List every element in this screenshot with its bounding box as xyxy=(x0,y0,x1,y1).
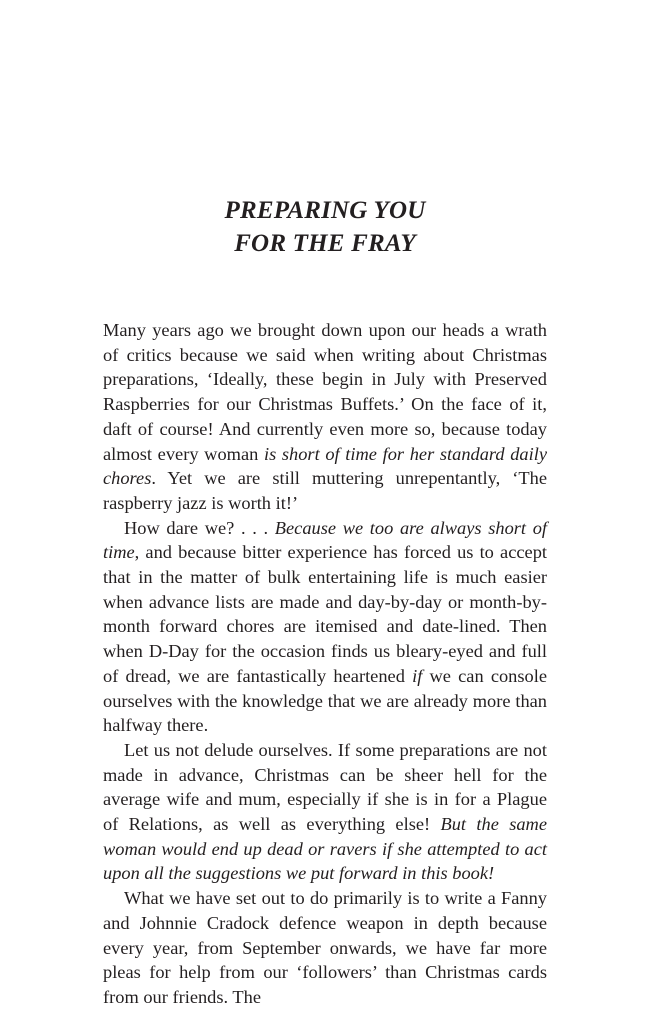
paragraph-segment: , and because bitter experience has forced us to accept that in the matter of bulk entertaining life is much easier when advance lists are made and day-by-day or month-by-month forward chores are itemised and date-lined. Then when D-Day for the occasion finds us bleary-eyed and full of dread, we are fantastically heartened xyxy=(103,542,547,686)
paragraph-1 xyxy=(103,318,547,516)
paragraph-4 xyxy=(103,886,547,1010)
paragraph-segment: Let us not delude ourselves. If some preparations are not made in advance, Christmas can be sheer hell for the average wife and mum, especially if she is in for a Plague of Relations, as well as everything else! xyxy=(103,739,547,835)
paragraph-italic-segment: if xyxy=(412,665,423,686)
paragraph-italic-segment: is short of time for her standard daily chores xyxy=(103,443,548,489)
paragraph-2 xyxy=(103,516,547,738)
chapter-title xyxy=(0,194,650,260)
paragraph-segment: How dare we? . . . xyxy=(124,517,275,538)
paragraph-3 xyxy=(103,738,547,886)
paragraph-segment: Many years ago we brought down upon our heads a wrath of critics because we said when writing about Christmas preparations, ‘Ideally, these begin in July with Preserved Raspberries for our Christmas Buffets.’ On the face of it, daft of course! And currently even more so, because today almost every woman xyxy=(103,320,547,464)
paragraph-italic-segment: But the same woman would end up dead or ravers if she attempted to act upon all the suggestions we put forward in this book! xyxy=(103,814,548,884)
paragraph-segment: . Yet we are still muttering unrepentantly, ‘The raspberry jazz is worth it!’ xyxy=(103,468,547,513)
body-text xyxy=(103,318,547,1010)
paragraph-italic-segment: Because we too are always short of time xyxy=(103,517,547,563)
paragraph-segment: we can console ourselves with the knowledge that we are already more than halfway there. xyxy=(103,665,547,736)
chapter-title-line-2: FOR THE FRAY xyxy=(234,230,416,257)
chapter-title-line-1: PREPARING YOU xyxy=(224,197,426,224)
paragraph-segment: What we have set out to do primarily is to write a Fanny and Johnnie Cradock defence weapon in depth because every year, from September onwards, we have far more pleas for help from our ‘followers’ than Christmas cards from our friends. The xyxy=(103,888,547,1007)
